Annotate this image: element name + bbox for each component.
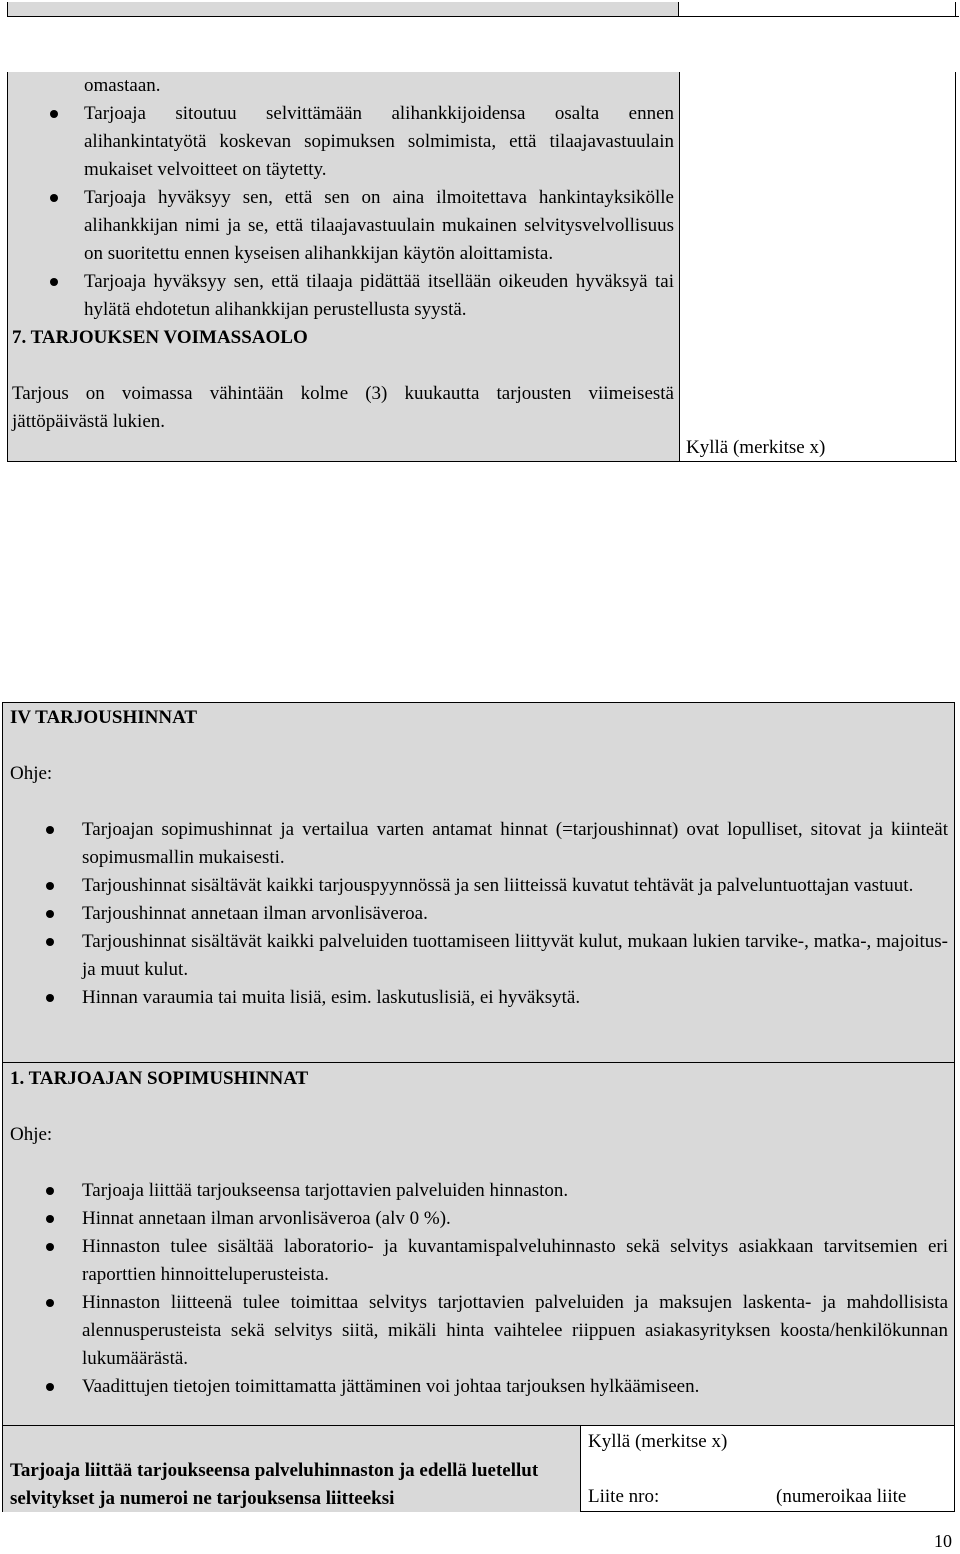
validity-statement: Tarjous on voimassa vähintään kolme (3) kuukautta tarjousten viimeisestä jättöpäivästä lukien.	[12, 383, 674, 432]
section-iv-content	[10, 704, 948, 1012]
bullet-icon	[50, 110, 58, 118]
bullet-icon	[46, 938, 54, 946]
attachment-number-note: (numeroikaa liite	[776, 1486, 907, 1507]
bullet-icon	[46, 994, 54, 1002]
top-rule	[7, 16, 959, 17]
bullet-icon	[50, 278, 58, 286]
bullet-icon	[46, 1187, 54, 1195]
list-item: Tarjoushinnat annetaan ilman arvonlisäveroa.	[10, 900, 948, 928]
attachment-number-label[interactable]: Liite nro:	[588, 1486, 660, 1507]
ohje-label: Ohje:	[10, 763, 53, 784]
price-list-requirements	[10, 1177, 948, 1401]
list-item: Tarjoaja sitoutuu selvittämään alihankkijoidensa osalta ennen alihankintatyötä koskevan sopimuksen solmimista, että tilaajavastuulain mukaiset velvoitteet on täytetty.	[12, 100, 674, 184]
attachment-requirement: Tarjoaja liittää tarjoukseensa palveluhinnaston ja edellä luetellut selvitykset ja numeroi ne tarjouksensa liitteeksi	[10, 1460, 539, 1509]
bullet-icon	[46, 1215, 54, 1223]
bullet-icon	[46, 1299, 54, 1307]
list-item: Tarjoaja liittää tarjoukseensa tarjottavien palveluiden hinnaston.	[10, 1177, 948, 1205]
top-table-remnant	[7, 2, 678, 16]
subcontracting-terms-list	[12, 100, 674, 324]
upper-content	[12, 72, 674, 436]
list-item: Hinnaston liitteenä tulee toimittaa selvitys tarjottavien palveluiden ja maksujen laskenta- ja mahdollisista alennusperusteista sekä selvitys siitä, mikäli hinta vaihtelee riippuen asiakasyrityksen koosta/henkilökunnan lukumäärästä.	[10, 1289, 948, 1373]
section-iv-heading: IV TARJOUSHINNAT	[10, 707, 198, 728]
list-item: Hinnat annetaan ilman arvonlisäveroa (alv 0 %).	[10, 1205, 948, 1233]
bullet-icon	[46, 1383, 54, 1391]
list-item: Hinnan varaumia tai muita lisiä, esim. laskutuslisiä, ei hyväksytä.	[10, 984, 948, 1012]
continued-text: omastaan.	[84, 75, 161, 96]
validity-answer[interactable]: Kyllä (merkitse x)	[686, 437, 826, 458]
list-item: Tarjoaja hyväksyy sen, että tilaaja pidättää itsellään oikeuden hyväksyä tai hylätä ehdotetun alihankkijan perustellusta syystä.	[12, 268, 674, 324]
list-item: Tarjoajan sopimushinnat ja vertailua varten antamat hinnat (=tarjoushinnat) ovat lopulliset, sitovat ja kiinteät sopimusmallin mukaisesti.	[10, 816, 948, 872]
list-item: Tarjoaja hyväksyy sen, että sen on aina ilmoitettava hankintayksikölle alihankkijan nimi ja se, että tilaajavastuulain mukainen selvitysvelvollisuus on suoritettu ennen kyseisen alihankkijan käytön aloittamista.	[12, 184, 674, 268]
bullet-icon	[46, 910, 54, 918]
bullet-icon	[46, 826, 54, 834]
list-item: Tarjoushinnat sisältävät kaikki tarjouspyynnössä ja sen liitteissä kuvatut tehtävät ja palveluntuottajan vastuut.	[10, 872, 948, 900]
pricing-rules-list	[10, 816, 948, 1012]
ohje-label: Ohje:	[10, 1124, 53, 1145]
page-number: 10	[934, 1531, 952, 1551]
list-item: Tarjoushinnat sisältävät kaikki palveluiden tuottamiseen liittyvät kulut, mukaan lukien tarvike-, matka-, majoitus- ja muut kulut.	[10, 928, 948, 984]
section-1-content	[10, 1065, 948, 1401]
bullet-icon	[46, 1243, 54, 1251]
section-1-heading: 1. TARJOAJAN SOPIMUSHINNAT	[10, 1068, 309, 1089]
section-7-heading: 7. TARJOUKSEN VOIMASSAOLO	[12, 327, 308, 348]
bullet-icon	[46, 882, 54, 890]
list-item: Vaadittujen tietojen toimittamatta jättäminen voi johtaa tarjouksen hylkäämiseen.	[10, 1373, 948, 1401]
bullet-icon	[50, 194, 58, 202]
pricelist-answer-yes[interactable]: Kyllä (merkitse x)	[588, 1431, 728, 1452]
list-item: Hinnaston tulee sisältää laboratorio- ja kuvantamispalveluhinnasto sekä selvitys asiakkaan tarvitsemien eri raporttien hinnoitteluperusteista.	[10, 1233, 948, 1289]
